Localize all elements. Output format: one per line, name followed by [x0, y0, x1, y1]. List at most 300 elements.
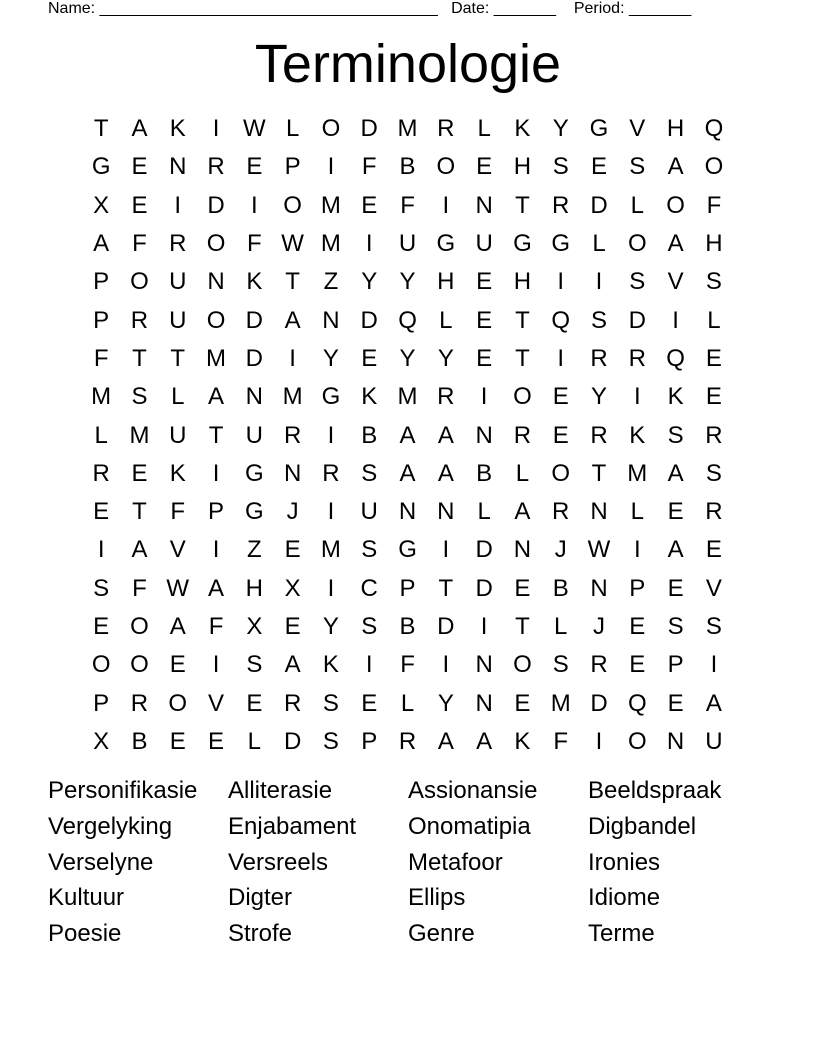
grid-letter[interactable]: Y [322, 344, 339, 372]
grid-letter[interactable]: K [514, 727, 531, 755]
grid-letter[interactable]: I [595, 268, 603, 296]
grid-letter[interactable]: I [327, 421, 335, 449]
grid-letter[interactable]: R [283, 421, 302, 449]
grid-letter[interactable]: R [437, 383, 455, 411]
grid-letter[interactable]: B [476, 459, 493, 487]
grid-letter[interactable]: U [169, 306, 187, 334]
grid-letter[interactable]: P [629, 574, 646, 602]
grid-letter[interactable]: J [286, 498, 299, 526]
grid-letter[interactable]: F [208, 613, 224, 640]
grid-letter[interactable]: S [705, 613, 722, 640]
grid-letter[interactable]: P [93, 689, 110, 717]
grid-letter[interactable]: L [171, 383, 185, 411]
grid-letter[interactable]: M [397, 115, 418, 143]
period-field[interactable]: Period: _______ [573, 0, 692, 17]
grid-letter[interactable]: X [93, 191, 110, 219]
grid-letter[interactable]: F [400, 191, 415, 219]
grid-letter[interactable]: H [705, 230, 723, 258]
grid-letter[interactable]: R [513, 421, 532, 449]
grid-letter[interactable]: R [398, 727, 417, 755]
grid-letter[interactable]: E [93, 498, 110, 526]
grid-letter[interactable]: A [705, 689, 722, 717]
grid-letter[interactable]: X [246, 613, 263, 640]
grid-letter[interactable]: U [169, 421, 187, 449]
grid-letter[interactable]: P [361, 727, 378, 755]
grid-letter[interactable]: A [667, 153, 684, 181]
grid-letter[interactable]: F [93, 344, 109, 372]
grid-letter[interactable]: R [552, 191, 570, 219]
name-field[interactable]: Name: ______________________________________ [48, 0, 438, 17]
grid-row [82, 263, 733, 301]
grid-letter[interactable]: I [212, 651, 220, 679]
grid-letter[interactable]: S [246, 651, 263, 679]
grid-letter[interactable]: O [130, 651, 149, 679]
grid-letter[interactable]: R [207, 153, 225, 181]
grid-letter[interactable]: N [437, 498, 455, 526]
grid-letter[interactable]: E [361, 344, 378, 372]
grid-letter[interactable]: P [284, 153, 301, 181]
grid-letter[interactable]: C [360, 574, 378, 602]
grid-letter[interactable]: M [320, 191, 341, 219]
grid-letter[interactable]: I [633, 536, 641, 564]
grid-letter[interactable]: N [475, 689, 493, 717]
grid-letter[interactable]: A [208, 383, 225, 411]
grid-letter[interactable]: Y [552, 115, 569, 143]
grid-letter[interactable]: Y [361, 268, 378, 296]
word-list-item: Idiome [588, 884, 661, 912]
grid-letter[interactable]: A [284, 306, 301, 334]
grid-letter[interactable]: V [208, 689, 225, 717]
grid-letter[interactable]: R [322, 459, 340, 487]
word-list-item: Enjabament [228, 812, 357, 840]
grid-letter[interactable]: E [667, 574, 684, 602]
grid-letter[interactable]: D [628, 306, 646, 334]
grid-letter[interactable]: I [365, 651, 373, 679]
grid-letter[interactable]: G [589, 115, 609, 143]
grid-letter[interactable]: S [361, 536, 378, 564]
grid-letter[interactable]: F [553, 727, 569, 755]
grid-letter[interactable]: X [284, 574, 301, 602]
grid-letter[interactable]: R [590, 651, 608, 679]
grid-letter[interactable]: K [514, 115, 531, 143]
grid-letter[interactable]: E [552, 383, 569, 411]
grid-letter[interactable]: S [93, 574, 110, 602]
grid-letter[interactable]: A [667, 230, 684, 258]
grid-letter[interactable]: K [169, 459, 186, 487]
grid-letter[interactable]: P [208, 498, 225, 526]
grid-letter[interactable]: O [206, 230, 226, 258]
grid-letter[interactable]: A [284, 651, 301, 679]
grid-letter[interactable]: I [442, 651, 450, 679]
grid-row [82, 416, 733, 454]
grid-letter[interactable]: I [327, 574, 335, 602]
grid-letter[interactable]: G [398, 536, 417, 564]
grid-letter[interactable]: S [322, 689, 339, 717]
grid-letter[interactable]: M [282, 383, 303, 411]
grid-letter[interactable]: D [283, 727, 302, 755]
grid-letter[interactable]: H [245, 574, 263, 602]
grid-letter[interactable]: I [557, 344, 565, 372]
grid-letter[interactable]: E [208, 727, 225, 755]
grid-letter[interactable]: I [442, 536, 450, 564]
grid-letter[interactable]: G [513, 230, 532, 258]
grid-letter[interactable]: E [361, 191, 378, 219]
grid-letter[interactable]: K [322, 651, 339, 679]
grid-letter[interactable]: I [97, 536, 105, 564]
grid-letter[interactable]: T [170, 344, 186, 372]
grid-letter[interactable]: U [169, 268, 187, 296]
grid-letter[interactable]: N [283, 459, 302, 487]
grid-letter[interactable]: F [132, 574, 147, 602]
grid-letter[interactable]: O [627, 230, 647, 258]
grid-letter[interactable]: P [399, 574, 416, 602]
grid-letter[interactable]: Y [437, 689, 454, 717]
grid-letter[interactable]: R [628, 344, 646, 372]
grid-letter[interactable]: N [169, 153, 187, 181]
grid-letter[interactable]: E [629, 651, 646, 679]
grid-letter[interactable]: I [480, 383, 488, 411]
grid-letter[interactable]: E [591, 153, 608, 181]
grid-letter[interactable]: Z [323, 268, 339, 296]
grid-letter[interactable]: D [590, 689, 608, 717]
grid-letter[interactable]: D [437, 613, 455, 640]
grid-letter[interactable]: S [361, 459, 378, 487]
grid-letter[interactable]: S [591, 306, 608, 334]
grid-letter[interactable]: F [400, 651, 415, 679]
grid-letter[interactable]: O [436, 153, 456, 181]
grid-letter[interactable]: A [131, 536, 148, 564]
grid-letter[interactable]: N [475, 191, 493, 219]
grid-letter[interactable]: L [592, 230, 606, 258]
grid-letter[interactable]: R [705, 498, 723, 526]
grid-letter[interactable]: L [630, 498, 644, 526]
grid-letter[interactable]: G [551, 230, 571, 258]
grid-letter[interactable]: A [131, 115, 148, 143]
grid-letter[interactable]: A [437, 421, 454, 449]
grid-letter[interactable]: S [552, 651, 569, 679]
grid-letter[interactable]: D [360, 115, 378, 143]
grid-row [82, 723, 733, 761]
grid-letter[interactable]: T [208, 421, 224, 449]
grid-letter[interactable]: D [207, 191, 225, 219]
grid-letter[interactable]: E [629, 613, 646, 640]
grid-letter[interactable]: I [365, 230, 373, 258]
grid-letter[interactable]: S [705, 459, 722, 487]
grid-letter[interactable]: L [400, 689, 415, 717]
grid-letter[interactable]: Y [322, 613, 339, 640]
grid-letter[interactable]: Z [247, 536, 262, 564]
grid-letter[interactable]: O [513, 383, 532, 411]
grid-letter[interactable]: U [475, 230, 493, 258]
grid-letter[interactable]: T [285, 268, 300, 296]
grid-letter[interactable]: R [552, 498, 570, 526]
grid-letter[interactable]: E [246, 689, 263, 717]
grid-letter[interactable]: A [208, 574, 225, 602]
grid-letter[interactable]: N [475, 651, 493, 679]
grid-letter[interactable]: B [131, 727, 148, 755]
grid-letter[interactable]: M [206, 344, 227, 372]
grid-letter[interactable]: G [245, 459, 264, 487]
grid-letter[interactable]: S [705, 268, 722, 296]
grid-letter[interactable]: W [166, 574, 190, 602]
grid-letter[interactable]: S [322, 727, 339, 755]
grid-letter[interactable]: Q [398, 306, 417, 334]
grid-letter[interactable]: A [667, 459, 684, 487]
grid-letter[interactable]: E [552, 421, 569, 449]
grid-letter[interactable]: T [515, 344, 530, 372]
grid-letter[interactable]: M [129, 421, 150, 449]
grid-letter[interactable]: K [361, 383, 378, 411]
grid-letter[interactable]: R [130, 689, 149, 717]
grid-letter[interactable]: V [629, 115, 646, 143]
grid-letter[interactable]: I [212, 115, 220, 143]
grid-letter[interactable]: E [476, 306, 493, 334]
grid-letter[interactable]: O [704, 153, 724, 181]
grid-letter[interactable]: L [554, 613, 568, 640]
grid-letter[interactable]: A [476, 727, 493, 755]
grid-letter[interactable]: E [705, 536, 722, 564]
grid-letter[interactable]: V [169, 536, 186, 564]
grid-letter[interactable]: H [666, 115, 685, 143]
grid-letter[interactable]: Q [627, 689, 647, 717]
grid-letter[interactable]: I [710, 651, 718, 679]
grid-row [82, 225, 733, 263]
grid-letter[interactable]: R [130, 306, 149, 334]
grid-letter[interactable]: E [131, 191, 148, 219]
grid-letter[interactable]: L [707, 306, 721, 334]
grid-letter[interactable]: F [361, 153, 377, 181]
grid-letter[interactable]: Q [666, 344, 685, 372]
grid-letter[interactable]: N [590, 574, 608, 602]
grid-letter[interactable]: O [130, 613, 149, 640]
grid-letter[interactable]: S [629, 268, 646, 296]
grid-letter[interactable]: L [439, 306, 453, 334]
grid-letter[interactable]: N [666, 727, 685, 755]
grid-letter[interactable]: O [168, 689, 188, 717]
grid-letter[interactable]: E [514, 574, 531, 602]
grid-letter[interactable]: L [477, 498, 491, 526]
grid-letter[interactable]: W [243, 115, 266, 143]
grid-letter[interactable]: M [320, 230, 341, 258]
grid-letter[interactable]: K [629, 421, 646, 449]
grid-letter[interactable]: E [169, 651, 186, 679]
grid-letter[interactable]: T [438, 574, 454, 602]
grid-letter[interactable]: W [587, 536, 611, 564]
grid-letter[interactable]: B [399, 613, 416, 640]
grid-letter[interactable]: A [437, 459, 454, 487]
grid-letter[interactable]: S [552, 153, 569, 181]
grid-letter[interactable]: R [590, 344, 608, 372]
grid-letter[interactable]: I [595, 727, 603, 755]
grid-letter[interactable]: M [627, 459, 648, 487]
grid-letter[interactable]: G [91, 153, 111, 181]
grid-letter[interactable]: G [436, 230, 456, 258]
grid-letter[interactable]: E [667, 498, 684, 526]
grid-letter[interactable]: R [92, 459, 110, 487]
grid-letter[interactable]: E [93, 613, 110, 640]
grid-letter[interactable]: J [554, 536, 567, 564]
grid-letter[interactable]: A [169, 613, 186, 640]
grid-letter[interactable]: G [321, 383, 341, 411]
grid-letter[interactable]: I [327, 153, 335, 181]
grid-letter[interactable]: F [170, 498, 186, 526]
grid-letter[interactable]: S [667, 421, 684, 449]
grid-letter[interactable]: E [284, 536, 301, 564]
word-list-item: Kultuur [48, 884, 125, 912]
grid-letter[interactable]: N [513, 536, 532, 564]
grid-letter[interactable]: D [360, 306, 378, 334]
grid-letter[interactable]: N [322, 306, 340, 334]
grid-letter[interactable]: K [246, 268, 263, 296]
grid-letter[interactable]: O [321, 115, 341, 143]
grid-letter[interactable]: M [397, 383, 418, 411]
grid-letter[interactable]: I [327, 498, 335, 526]
grid-letter[interactable]: M [91, 383, 112, 411]
grid-letter[interactable]: T [132, 344, 147, 372]
grid-letter[interactable]: O [666, 191, 685, 219]
grid-row [82, 455, 733, 493]
grid-letter[interactable]: U [245, 421, 263, 449]
grid-letter[interactable]: U [705, 727, 723, 755]
grid-letter[interactable]: F [132, 230, 147, 258]
grid-letter[interactable]: N [398, 498, 417, 526]
grid-letter[interactable]: K [169, 115, 186, 143]
grid-letter[interactable]: S [667, 613, 684, 640]
grid-letter[interactable]: X [93, 727, 110, 755]
grid-letter[interactable]: O [551, 459, 571, 487]
grid-letter[interactable]: H [513, 153, 532, 181]
grid-letter[interactable]: M [550, 689, 571, 717]
grid-letter[interactable]: L [285, 115, 300, 143]
grid-letter[interactable]: N [245, 383, 263, 411]
grid-letter[interactable]: F [247, 230, 262, 258]
grid-letter[interactable]: T [591, 459, 607, 487]
grid-letter[interactable]: P [93, 268, 110, 296]
grid-letter[interactable]: B [552, 574, 569, 602]
grid-letter[interactable]: P [93, 306, 110, 334]
grid-letter[interactable]: D [245, 344, 263, 372]
grid-letter[interactable]: O [627, 727, 647, 755]
grid-letter[interactable]: A [437, 727, 454, 755]
grid-letter[interactable]: J [593, 613, 605, 640]
date-field[interactable]: Date: _______ [451, 0, 557, 17]
grid-letter[interactable]: E [361, 689, 378, 717]
grid-letter[interactable]: Q [704, 115, 724, 143]
grid-letter[interactable]: Y [399, 268, 416, 296]
grid-letter[interactable]: V [705, 574, 722, 602]
grid-letter[interactable]: I [557, 268, 565, 296]
grid-letter[interactable]: Y [437, 344, 454, 372]
grid-letter[interactable]: S [361, 613, 378, 640]
grid-letter[interactable]: E [514, 689, 531, 717]
grid-letter[interactable]: A [514, 498, 531, 526]
grid-letter[interactable]: I [442, 191, 450, 219]
grid-letter[interactable]: I [289, 344, 296, 372]
grid-letter[interactable]: M [320, 536, 341, 564]
grid-letter[interactable]: E [476, 268, 493, 296]
grid-letter[interactable]: O [130, 268, 149, 296]
grid-letter[interactable]: S [131, 383, 148, 411]
grid-letter[interactable]: R [437, 115, 455, 143]
grid-letter[interactable]: O [513, 651, 532, 679]
grid-letter[interactable]: E [667, 689, 684, 717]
grid-letter[interactable]: W [281, 230, 304, 258]
grid-letter[interactable]: D [475, 574, 493, 602]
grid-letter[interactable]: T [515, 306, 530, 334]
grid-letter[interactable]: R [169, 230, 187, 258]
grid-letter[interactable]: O [283, 191, 302, 219]
grid-letter[interactable]: L [477, 115, 491, 143]
grid-letter[interactable]: O [206, 306, 226, 334]
grid-letter[interactable]: Q [551, 306, 571, 334]
grid-letter[interactable]: E [476, 153, 493, 181]
grid-letter[interactable]: I [633, 383, 641, 411]
grid-letter[interactable]: E [169, 727, 186, 755]
grid-letter[interactable]: P [667, 651, 684, 679]
grid-letter[interactable]: F [706, 191, 722, 219]
grid-letter[interactable]: E [131, 153, 148, 181]
grid-letter[interactable]: A [667, 536, 684, 564]
grid-letter[interactable]: L [515, 459, 530, 487]
grid-letter[interactable]: L [630, 191, 644, 219]
grid-letter[interactable]: I [212, 536, 220, 564]
grid-letter[interactable]: N [590, 498, 608, 526]
grid-letter[interactable]: G [245, 498, 264, 526]
grid-letter[interactable]: Y [591, 383, 608, 411]
grid-letter[interactable]: N [475, 421, 493, 449]
grid-letter[interactable]: T [515, 191, 530, 219]
grid-letter[interactable]: U [398, 230, 417, 258]
grid-letter[interactable]: A [399, 421, 416, 449]
grid-letter[interactable]: T [515, 613, 530, 640]
grid-letter[interactable]: I [480, 613, 488, 640]
grid-letter[interactable]: E [131, 459, 148, 487]
grid-letter[interactable]: A [93, 230, 110, 258]
grid-letter[interactable]: K [667, 383, 684, 411]
grid-letter[interactable]: A [399, 459, 416, 487]
grid-letter[interactable]: S [629, 153, 646, 181]
grid-letter[interactable]: T [93, 115, 109, 143]
grid-letter[interactable]: L [247, 727, 262, 755]
grid-letter[interactable]: N [207, 268, 225, 296]
grid-letter[interactable]: R [283, 689, 302, 717]
grid-letter[interactable]: Y [399, 344, 416, 372]
grid-letter[interactable]: I [672, 306, 679, 334]
grid-letter[interactable]: R [705, 421, 723, 449]
grid-letter[interactable]: D [245, 306, 263, 334]
grid-letter[interactable]: E [284, 613, 301, 640]
grid-letter[interactable]: E [705, 344, 722, 372]
grid-letter[interactable]: O [91, 651, 111, 679]
grid-letter[interactable]: E [705, 383, 722, 411]
grid-letter[interactable]: D [590, 191, 608, 219]
grid-letter[interactable]: T [132, 498, 147, 526]
grid-letter[interactable]: E [246, 153, 263, 181]
grid-letter[interactable]: I [251, 191, 258, 219]
grid-letter[interactable]: L [94, 421, 108, 449]
grid-letter[interactable]: B [361, 421, 378, 449]
grid-letter[interactable]: H [437, 268, 455, 296]
grid-letter[interactable]: V [667, 268, 684, 296]
grid-letter[interactable]: U [360, 498, 378, 526]
grid-letter[interactable]: D [475, 536, 493, 564]
grid-letter[interactable]: I [174, 191, 182, 219]
grid-letter[interactable]: H [513, 268, 532, 296]
grid-letter[interactable]: I [212, 459, 220, 487]
grid-letter[interactable]: R [590, 421, 608, 449]
grid-letter[interactable]: E [476, 344, 493, 372]
grid-letter[interactable]: B [399, 153, 416, 181]
